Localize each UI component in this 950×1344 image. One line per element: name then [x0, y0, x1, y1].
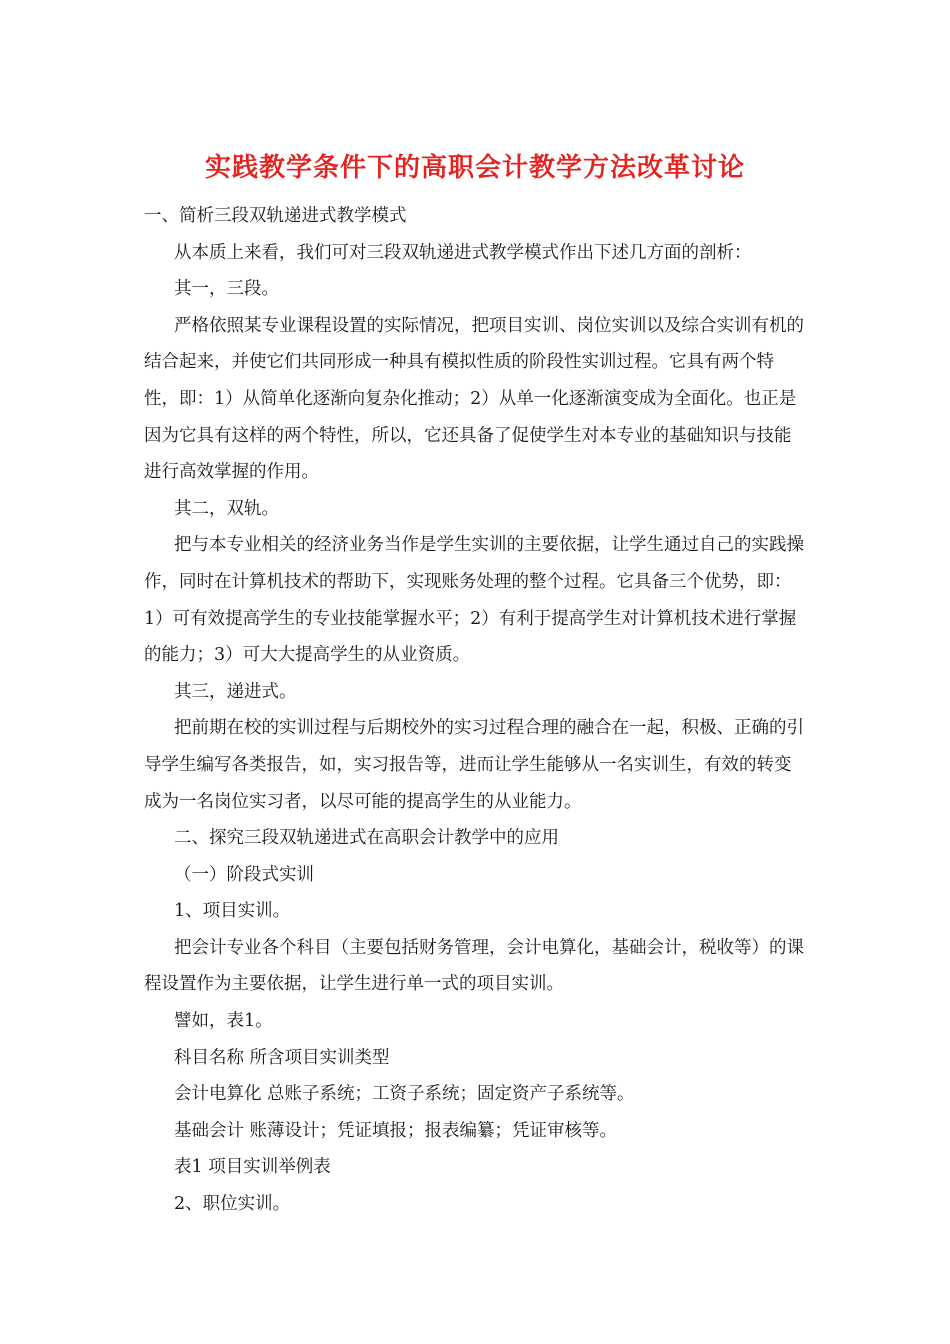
paragraph: 譬如，表1。: [174, 1011, 273, 1032]
document-body: [144, 198, 804, 1223]
subheading: （一）阶段式实训: [174, 864, 314, 885]
section-heading: 二、探究三段双轨递进式在高职会计教学中的应用: [174, 828, 559, 849]
subheading: 其二，双轨。: [174, 498, 279, 519]
paragraph: 严格依照某专业课程设置的实际情况，把项目实训、岗位实训以及综合实训有机的结合起来，并使它们共同形成一种具有模拟性质的阶段性实训过程。它具有两个特性，即：1）从简单化逐渐向复杂化推动；2）从单一化逐渐演变成为全面化。也正是因为它具有这样的两个特性，所以，它还具备了促使学生对本专业的基础知识与技能进行高效掌握的作用。: [144, 315, 804, 483]
document-title: 实践教学条件下的高职会计教学方法改革讨论: [204, 153, 745, 183]
table-row: 基础会计 账薄设计；凭证填报；报表编纂；凭证审核等。: [174, 1120, 618, 1141]
paragraph: 把与本专业相关的经济业务当作是学生实训的主要依据，让学生通过自己的实践操作，同时在计算机技术的帮助下，实现账务处理的整个过程。它具备三个优势，即：1）可有效提高学生的专业技能掌握水平；2）有利于提高学生对计算机技术进行掌握的能力；3）可大大提高学生的从业资质。: [144, 535, 804, 666]
subheading: 1、项目实训。: [174, 901, 291, 922]
section-heading: 一、简析三段双轨递进式教学模式: [144, 206, 407, 226]
subheading: 其一，三段。: [174, 279, 279, 300]
subheading: 其三，递进式。: [174, 681, 297, 702]
table-header-row: 科目名称 所含项目实训类型: [174, 1047, 390, 1068]
subheading: 2、职位实训。: [174, 1194, 291, 1215]
table-row: 会计电算化 总账子系统；工资子系统；固定资产子系统等。: [174, 1084, 635, 1105]
paragraph: 把会计专业各个科目（主要包括财务管理，会计电算化，基础会计，税收等）的课程设置作为主要依据，让学生进行单一式的项目实训。: [144, 937, 804, 995]
paragraph: 把前期在校的实训过程与后期校外的实习过程合理的融合在一起，积极、正确的引导学生编写各类报告，如，实习报告等，进而让学生能够从一名实训生，有效的转变成为一名岗位实习者，以尽可能的提高学生的从业能力。: [144, 718, 804, 812]
table-caption: 表1 项目实训举例表: [174, 1157, 331, 1178]
paragraph: 从本质上来看，我们可对三段双轨递进式教学模式作出下述几方面的剖析：: [174, 242, 752, 263]
